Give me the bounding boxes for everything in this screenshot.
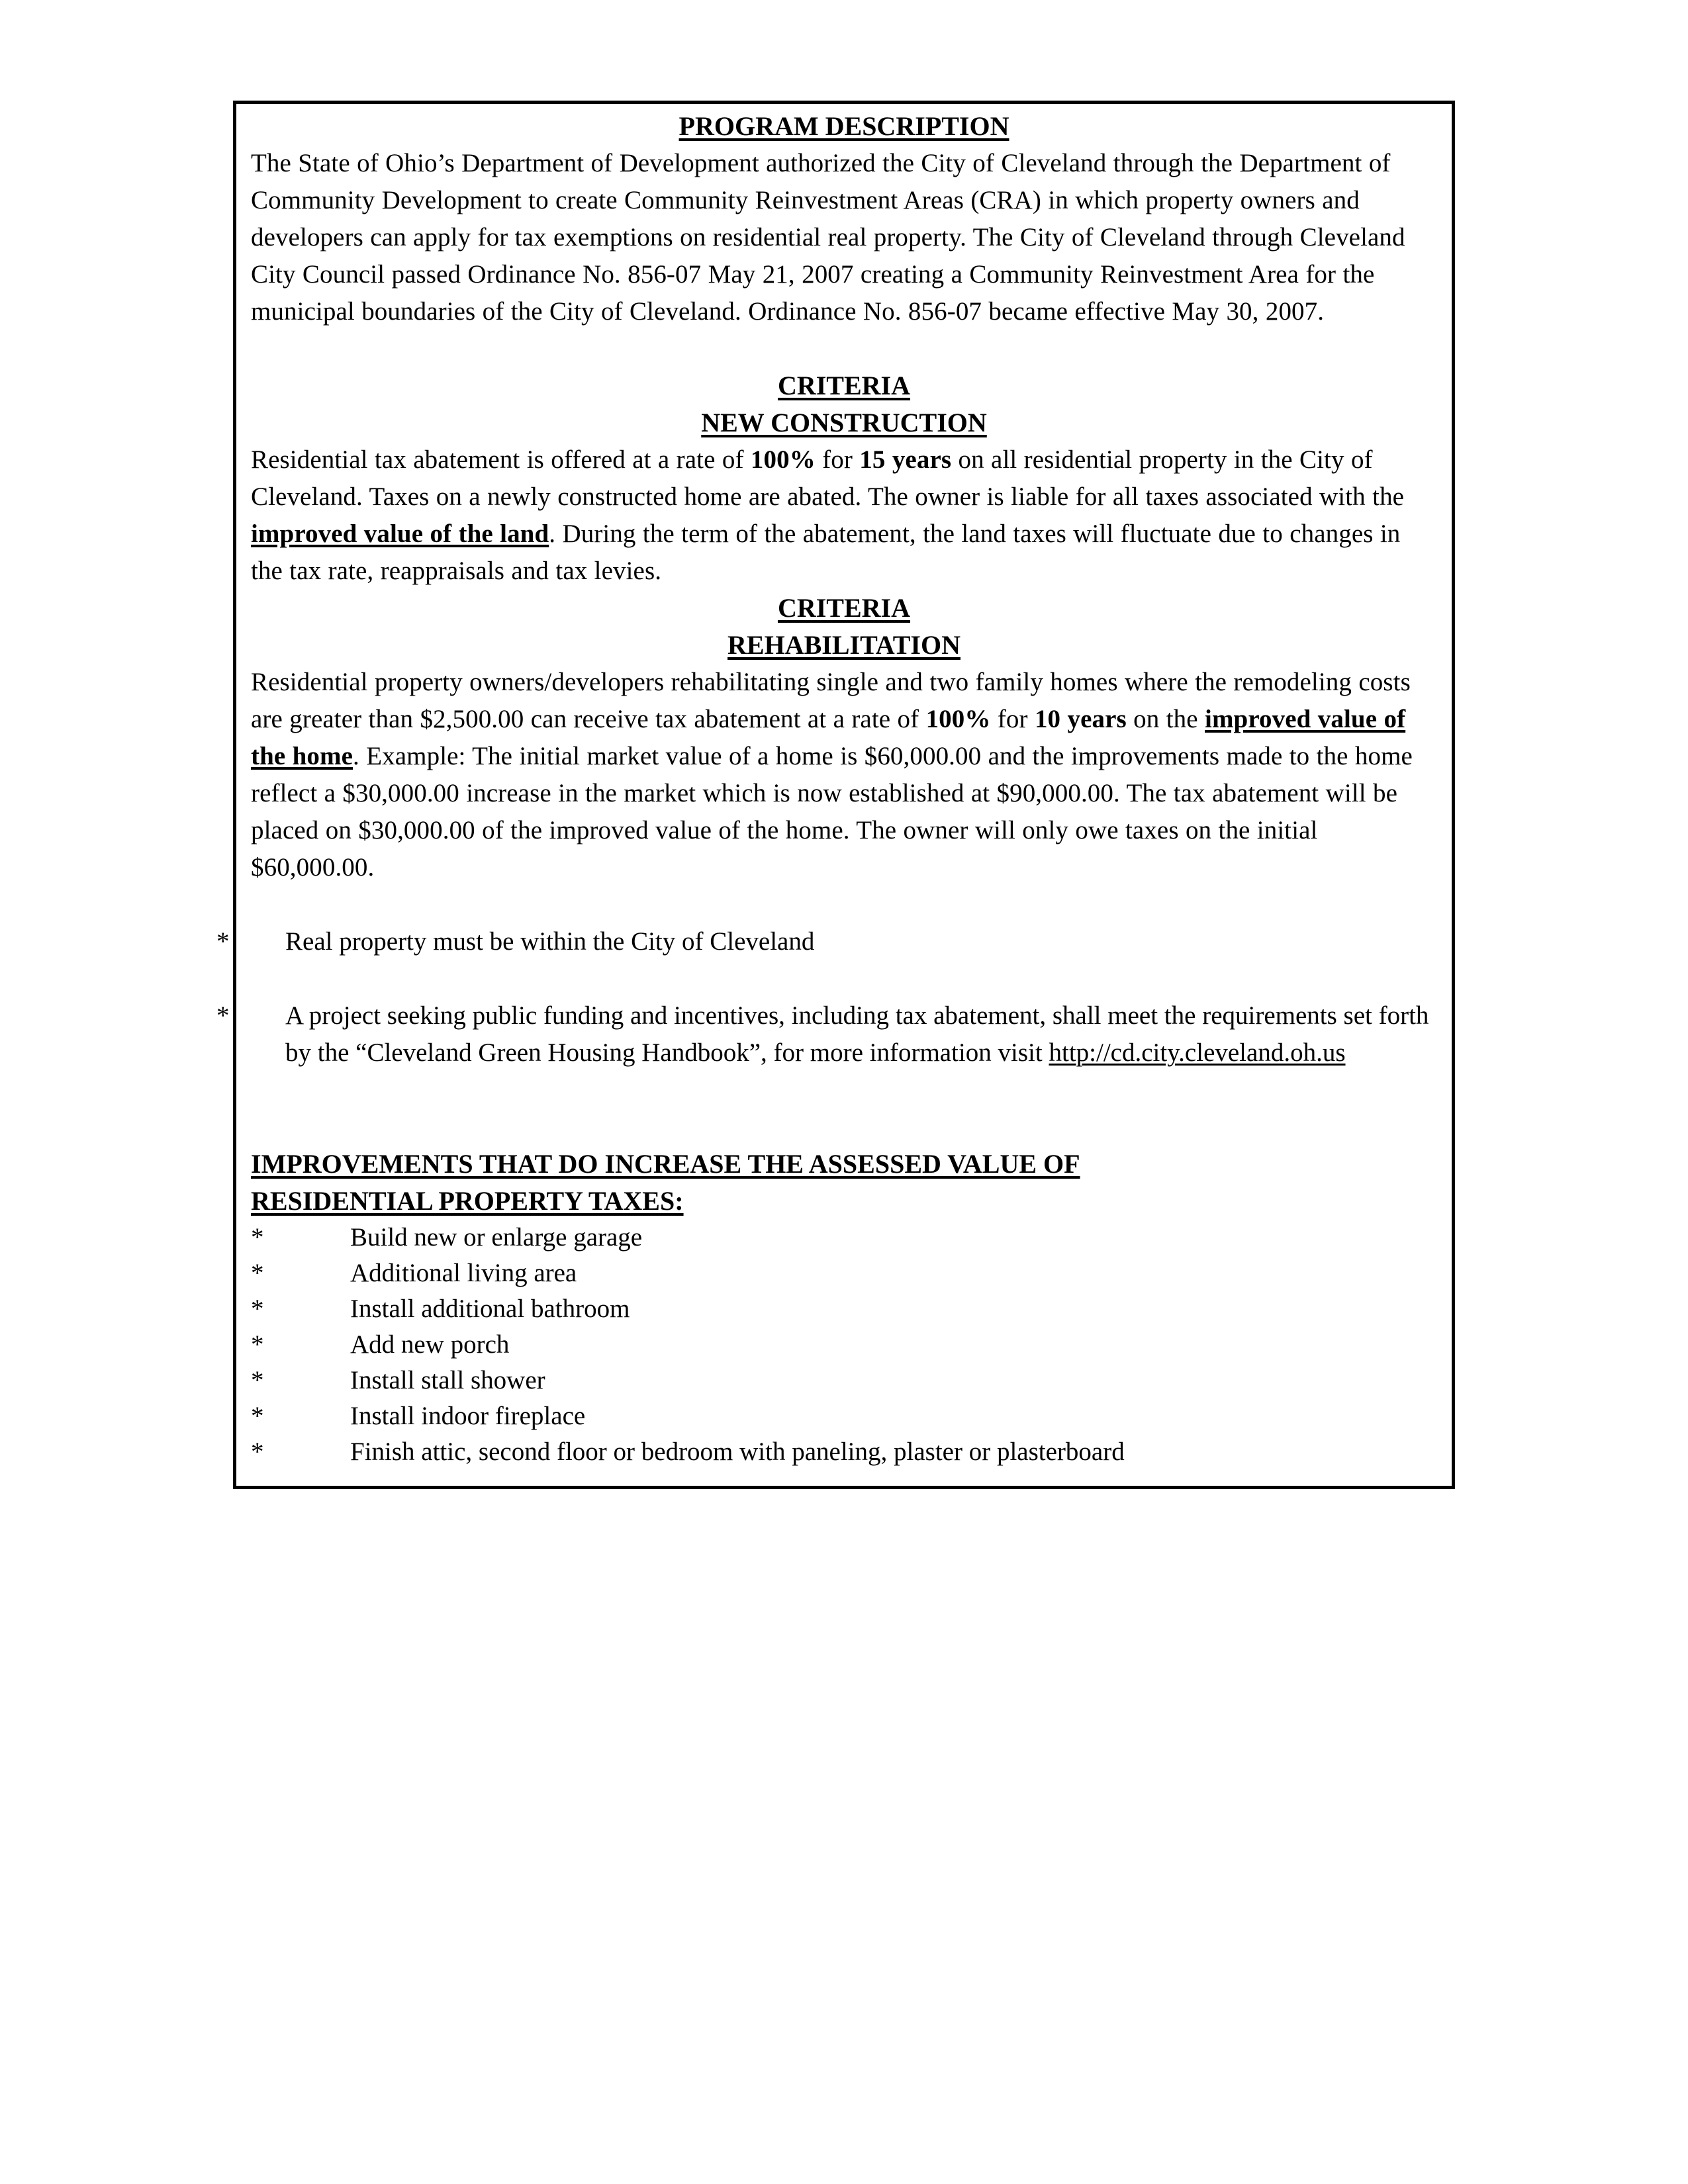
new-construction-heading bbox=[251, 404, 1437, 441]
rehabilitation-heading bbox=[251, 627, 1437, 664]
list-item bbox=[251, 1398, 1437, 1434]
improvements-heading-line-2 bbox=[251, 1183, 1437, 1220]
new-construction-criteria-heading-text: CRITERIA bbox=[777, 371, 911, 400]
list-item bbox=[251, 1255, 1437, 1291]
note-green-housing-text: A project seeking public funding and incentives, including tax abatement, shall meet the requirements set forth by the “Cleveland Green Housing Handbook”, for more information visit bbox=[285, 1001, 1429, 1067]
asterisk-marker: * bbox=[251, 1259, 264, 1287]
spacer bbox=[251, 330, 1437, 367]
document-border-box bbox=[216, 101, 1455, 1489]
rehabilitation-criteria-heading-text: CRITERIA bbox=[777, 593, 911, 623]
new-construction-body bbox=[251, 441, 1437, 590]
improvements-heading-line-1-text: IMPROVEMENTS THAT DO INCREASE THE ASSESSED VALUE OF bbox=[251, 1149, 1080, 1179]
note-real-property-text: Real property must be within the City of Cleveland bbox=[285, 927, 815, 956]
program-description-heading-text: PROGRAM DESCRIPTION bbox=[679, 111, 1009, 141]
asterisk-marker: * bbox=[216, 1001, 230, 1030]
improvements-heading-line-2-text: RESIDENTIAL PROPERTY TAXES: bbox=[251, 1186, 684, 1216]
list-item-label: Install additional bathroom bbox=[350, 1295, 630, 1323]
program-description-heading bbox=[251, 108, 1437, 145]
list-item-label: Install stall shower bbox=[350, 1366, 545, 1394]
list-item bbox=[251, 1363, 1437, 1398]
nc-term: 15 years bbox=[859, 445, 952, 474]
new-construction-heading-text: NEW CONSTRUCTION bbox=[701, 408, 987, 437]
nc-emphasis-improved-value-of-land: improved value of the land bbox=[251, 520, 549, 548]
rh-text-d: . Example: The initial market value of a home is $60,000.00 and the improvements made to the home reflect a $30,000.00 increase in the market which is now established at $90,000.00. The tax abatement will be placed on $30,000.00 of the improved value of the home. The owner will only owe taxes on the initial $60,000.00. bbox=[251, 742, 1413, 882]
rh-rate: 100% bbox=[925, 705, 991, 733]
asterisk-marker: * bbox=[251, 1437, 264, 1466]
note-green-housing bbox=[216, 997, 1437, 1071]
rh-text-a: Residential property owners/developers rehabilitating single and two family homes where the remodeling costs are greater than $2,500.00 can receive tax abatement at a rate of bbox=[251, 668, 1411, 733]
new-construction-criteria-heading bbox=[251, 367, 1437, 404]
rh-text-b: for bbox=[990, 705, 1035, 733]
rh-emphasis-improved-value-of-home: improved value of the home bbox=[251, 705, 1406, 770]
spacer bbox=[251, 960, 1437, 997]
list-item bbox=[251, 1327, 1437, 1363]
list-item-label: Build new or enlarge garage bbox=[350, 1223, 643, 1251]
spacer bbox=[251, 886, 1437, 923]
nc-text-a: Residential tax abatement is offered at a rate of bbox=[251, 445, 751, 474]
program-description-body: The State of Ohio’s Department of Development authorized the City of Cleveland through the Department of Community Development to create Community Reinvestment Areas (CRA) in which property owners and developers can apply for tax exemptions on residential real property. The City of Cleveland through Cleveland City Council passed Ordinance No. 856-07 May 21, 2007 creating a Community Reinvestment Area for the municipal boundaries of the City of Cleveland. Ordinance No. 856-07 became effective May 30, 2007. bbox=[251, 149, 1405, 326]
list-item-label: Additional living area bbox=[350, 1259, 577, 1287]
list-item bbox=[251, 1291, 1437, 1327]
asterisk-marker: * bbox=[251, 1330, 264, 1359]
nc-rate: 100% bbox=[750, 445, 816, 474]
asterisk-marker: * bbox=[216, 927, 230, 956]
asterisk-marker: * bbox=[251, 1295, 264, 1323]
list-item-label: Install indoor fireplace bbox=[350, 1402, 586, 1430]
list-item bbox=[251, 1434, 1437, 1470]
cd-city-cleveland-link[interactable]: http://cd.city.cleveland.oh.us bbox=[1049, 1038, 1346, 1067]
rehabilitation-heading-text: REHABILITATION bbox=[727, 630, 961, 660]
asterisk-marker: * bbox=[251, 1366, 264, 1394]
rh-term: 10 years bbox=[1034, 705, 1127, 733]
rehabilitation-criteria-heading bbox=[251, 590, 1437, 627]
note-real-property bbox=[216, 923, 1437, 960]
improvements-heading-line-1 bbox=[251, 1146, 1437, 1183]
list-item-label: Finish attic, second floor or bedroom with paneling, plaster or plasterboard bbox=[350, 1437, 1125, 1466]
nc-text-c: on all residential property in the City of Cleveland. Taxes on a newly constructed home are abated. The owner is liable for all taxes associated with the bbox=[251, 445, 1405, 511]
nc-text-d: . During the term of the abatement, the land taxes will fluctuate due to changes in the tax rate, reappraisals and tax levies. bbox=[251, 520, 1401, 585]
nc-text-b: for bbox=[815, 445, 860, 474]
list-item bbox=[251, 1220, 1437, 1255]
spacer bbox=[251, 1071, 1437, 1109]
asterisk-marker: * bbox=[251, 1223, 264, 1251]
list-item-label: Add new porch bbox=[350, 1330, 510, 1359]
improvements-list bbox=[251, 1220, 1437, 1470]
spacer bbox=[251, 1109, 1437, 1146]
rh-text-c: on the bbox=[1126, 705, 1205, 733]
asterisk-marker: * bbox=[251, 1402, 264, 1430]
rehabilitation-body bbox=[251, 664, 1437, 886]
